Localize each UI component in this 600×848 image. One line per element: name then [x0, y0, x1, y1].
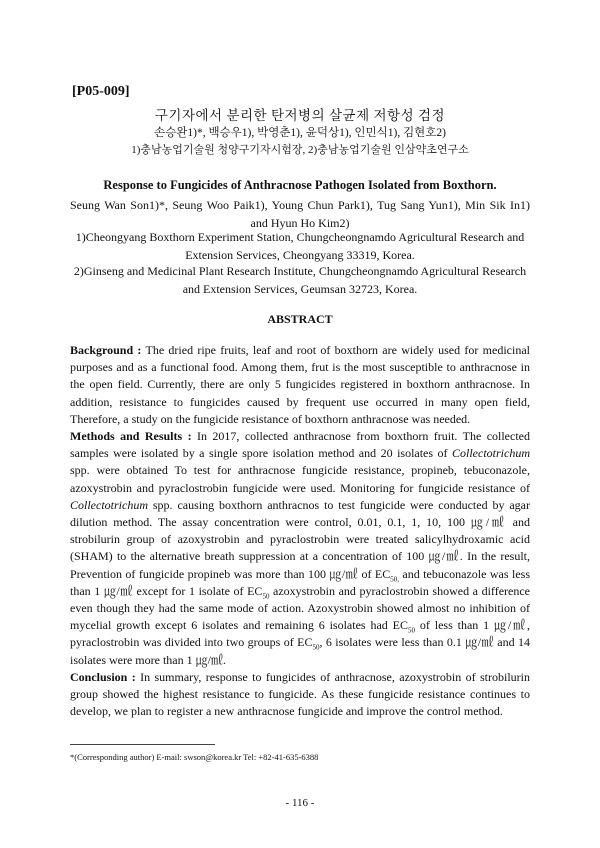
- poster-code: [P05-009]: [72, 84, 130, 99]
- english-title: Response to Fungicides of Anthracnose Pathogen Isolated from Boxthorn.: [103, 178, 497, 192]
- background-paragraph: [70, 342, 530, 428]
- conclusion-paragraph: [70, 669, 530, 721]
- genus-name: Collectotrichum: [452, 446, 530, 461]
- footnote: *(Corresponding author) E-mail: swson@korea.kr Tel: +82-41-635-6388: [70, 752, 319, 762]
- english-authors: Seung Wan Son1)*, Seung Woo Paik1), Young Chun Park1), Tug Sang Yun1), Min Sik In1) and Hyun Ho Kim2): [70, 198, 530, 230]
- abstract-body: [70, 342, 530, 720]
- methods-text-1: In 2017, collected anthracnose from boxthorn fruit. The collected samples were isolated by a single spore isolation method and 20 isolates of: [70, 429, 530, 461]
- korean-affiliations: 1)충남농업기술원 청양구기자시험장, 2)충남농업기술원 인삼약초연구소: [131, 144, 469, 156]
- genus-name-2: Collectotrichum: [70, 497, 148, 512]
- background-label: Background :: [70, 343, 142, 357]
- methods-text-3: spp. causing boxthorn anthracnos to test fungicide were conducted by agar dilution method. The assay concentration were control, 0.01, 0.1, 1, 10, 100 ㎍/㎖ and strobilurin group of azoxystrobin and pyraclostrobin were treated salicylhydroxamic acid (SHAM) to the alternative breath suppression at a concentration of 100 ㎍/㎖. In the result, Prevention of fungicide propineb was more than 100 ㎍/㎖ of EC: [70, 497, 530, 581]
- ec50-subscript: 50: [408, 626, 415, 635]
- ec50-subscript: 50: [312, 643, 320, 652]
- ec50-subscript: 50,: [390, 575, 399, 584]
- methods-text-4: and tebuconazole was less than 1 ㎍/㎖ except for 1 isolate of EC: [70, 566, 530, 598]
- conclusion-text: In summary, response to fungicides of anthracnose, azoxystrobin of strobilurin group showed the highest resistance to fungicide. As these fungicide resistance continues to develop, we plan to register a new anthracnose fungicide and improve the control method.: [70, 669, 531, 719]
- ec50-subscript: 50: [262, 592, 270, 601]
- methods-text-2: spp. were obtained To test for anthracnose fungicide resistance, propineb, tebuconazole, azoxystrobin and pyraclostrobin fungicide were used. Monitoring for fungicide resistance of: [70, 463, 530, 495]
- page-number: - 116 -: [285, 797, 315, 809]
- methods-text-5: azoxystrobin and pyraclostrobin showed a difference even though they had the same mode of action. Azoxystrobin showed almost no inhibition of mycelial growth except 6 isolates and remaining 6 isolates had EC: [70, 583, 530, 633]
- korean-authors: 손승완1)*, 백승우1), 박영춘1), 윤덕상1), 인민식1), 김현호2): [154, 127, 446, 139]
- footnote-rule: [70, 744, 215, 745]
- conclusion-label: Conclusion :: [70, 669, 136, 684]
- methods-label: Methods and Results :: [70, 429, 192, 444]
- methods-text-7: , 6 isolates were less than 0.1 ㎍/㎖ and 14 isolates were more than 1 ㎍/㎖.: [70, 635, 530, 667]
- affiliation-1: 1)Cheongyang Boxthorn Experiment Station, Chungcheongnamdo Agricultural Research and Extension Services, Cheongyang 33319, Korea.: [75, 230, 525, 262]
- abstract-heading: ABSTRACT: [267, 312, 333, 326]
- background-text: The dried ripe fruits, leaf and root of boxthorn are widely used for medicinal purposes and as a functional food. Among them, frut is the most susceptible to anthracnose in the open field. Currently, there are only 5 fungicides registered in boxthorn anthracnose. In addition, resistance to fungicides caused by frequent use occurred in many open field, Therefore, a study on the fungicide resistance of boxthorn anthracnose was needed.: [70, 343, 530, 426]
- methods-text-6: of less than 1 ㎍/㎖, pyraclostrobin was divided into two groups of EC: [70, 618, 530, 650]
- methods-paragraph: [70, 428, 530, 669]
- korean-title: 구기자에서 분리한 탄저병의 살균제 저항성 검정: [154, 108, 446, 123]
- affiliation-2: 2)Ginseng and Medicinal Plant Research Institute, Chungcheongnamdo Agricultural Research and Extension Services, Geumsan 32723, Korea.: [73, 264, 527, 296]
